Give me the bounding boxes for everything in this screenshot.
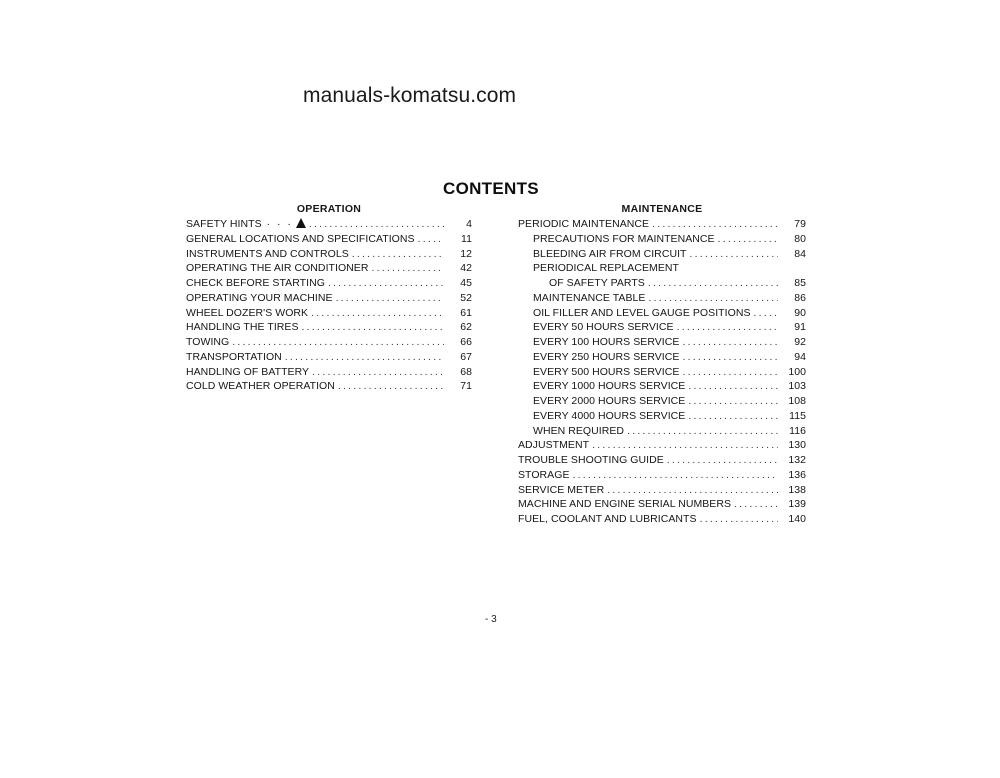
toc-entry-page: 132: [788, 454, 806, 466]
toc-entry-page: 4: [466, 218, 472, 230]
toc-entry-label: PRECAUTIONS FOR MAINTENANCE: [533, 232, 715, 245]
warning-triangle-icon: [296, 218, 306, 228]
toc-entry-label: CHECK BEFORE STARTING: [186, 277, 325, 289]
toc-entry-label: TOWING: [186, 336, 230, 348]
toc-entry-page: 71: [460, 380, 472, 393]
leader-dots: [682, 365, 778, 380]
toc-entry-page: 62: [460, 321, 472, 334]
toc-entry-page: 80: [794, 232, 806, 245]
leader-dots: [667, 453, 778, 468]
leader-dots: [328, 276, 444, 291]
toc-entry[interactable]: [186, 335, 472, 350]
toc-entry[interactable]: [518, 453, 806, 468]
toc-entry-page: 79: [794, 218, 806, 230]
leader-dots: [302, 320, 444, 335]
toc-entry[interactable]: [518, 409, 806, 424]
leader-dots: [700, 512, 778, 527]
toc-entry[interactable]: [186, 247, 472, 262]
leader-dots: [607, 483, 778, 498]
leader-dots: [309, 217, 444, 232]
leader-dots: [754, 306, 778, 321]
toc-entry-label: EVERY 4000 HOURS SERVICE: [533, 409, 686, 422]
leader-dots: [648, 291, 778, 306]
toc-entry[interactable]: [186, 232, 472, 247]
toc-entry[interactable]: [518, 497, 806, 512]
toc-entry[interactable]: [518, 365, 806, 380]
toc-entry-page: 136: [788, 468, 806, 481]
toc-entry-label: TROUBLE SHOOTING GUIDE: [518, 454, 664, 466]
toc-entry[interactable]: [518, 232, 806, 247]
toc-entry-page: 42: [460, 262, 472, 275]
toc-entry-label: INSTRUMENTS AND CONTROLS: [186, 247, 349, 260]
leader-dots: [372, 261, 445, 276]
leader-dots: [336, 291, 444, 306]
toc-entry-page: 108: [788, 395, 806, 407]
toc-entry-page: 85: [794, 277, 806, 289]
leader-dots: [718, 232, 778, 247]
leader-dots: [682, 335, 778, 350]
toc-entry[interactable]: [186, 379, 472, 394]
toc-entry-page: 140: [788, 513, 806, 525]
toc-entry[interactable]: [186, 365, 472, 380]
toc-entry-page: 52: [460, 291, 472, 304]
leader-dots: [677, 320, 778, 335]
toc-entry-label: MACHINE AND ENGINE SERIAL NUMBERS: [518, 498, 732, 511]
leader-dots: [682, 350, 778, 365]
toc-entry[interactable]: [518, 306, 806, 321]
toc-entry-label: MAINTENANCE TABLE: [533, 291, 646, 304]
toc-entry[interactable]: [186, 350, 472, 365]
toc-entry-label: EVERY 500 HOURS SERVICE: [533, 365, 680, 378]
toc-entry[interactable]: [186, 306, 472, 321]
toc-entry-page: 66: [460, 336, 472, 348]
watermark-link[interactable]: manuals-komatsu.com: [303, 84, 517, 107]
toc-entry-page: 86: [794, 291, 806, 304]
toc-entry[interactable]: [518, 335, 806, 350]
toc-entry-page: 115: [789, 409, 806, 422]
leader-dots: [338, 379, 444, 394]
toc-entry[interactable]: [518, 394, 806, 409]
toc-entry-label: EVERY 2000 HOURS SERVICE: [533, 395, 686, 407]
toc-entry-page: 91: [794, 321, 806, 334]
toc-entry-label: SERVICE METER: [518, 483, 605, 496]
toc-entry[interactable]: [518, 483, 806, 498]
toc-entry-label: HANDLING OF BATTERY: [186, 365, 310, 378]
toc-entry-page: 12: [460, 247, 472, 260]
leader-dots: [285, 350, 444, 365]
toc-entry-page: 139: [788, 498, 806, 511]
toc-entry-page: 90: [794, 306, 806, 319]
toc-entry-label: PERIODIC MAINTENANCE: [518, 218, 650, 230]
toc-entry-label: GENERAL LOCATIONS AND SPECIFICATIONS: [186, 232, 415, 245]
toc-entry[interactable]: [518, 350, 806, 365]
leader-dots: [311, 306, 444, 321]
leader-dots: [627, 424, 778, 439]
toc-entry[interactable]: [518, 320, 806, 335]
toc-entry-label: TRANSPORTATION: [186, 350, 282, 363]
toc-entry[interactable]: [518, 217, 806, 232]
leader-dots: [690, 247, 778, 262]
toc-entry-label: EVERY 100 HOURS SERVICE: [533, 336, 680, 348]
leader-dots: [734, 497, 778, 512]
toc-entry[interactable]: [186, 276, 472, 291]
leader-dots: [648, 276, 778, 291]
toc-entry-page: 116: [789, 424, 806, 437]
leader-dots: [688, 409, 778, 424]
toc-entry-page: 61: [460, 306, 472, 319]
toc-entry-page: 94: [794, 350, 806, 363]
toc-entry[interactable]: [518, 468, 806, 483]
maintenance-column: [518, 203, 806, 527]
leader-dots: [232, 335, 444, 350]
toc-entry-label: EVERY 250 HOURS SERVICE: [533, 350, 680, 363]
toc-entry-page: 67: [460, 350, 472, 363]
leader-dots: [573, 468, 778, 483]
toc-entry-page: 130: [788, 439, 806, 452]
toc-entry-label: OF SAFETY PARTS: [549, 277, 645, 289]
toc-entry-page: 45: [460, 277, 472, 289]
toc-entry[interactable]: [518, 424, 806, 439]
page-title: CONTENTS: [443, 179, 539, 198]
toc-entry-label: WHEN REQUIRED: [533, 424, 625, 437]
toc-entry-page: 68: [460, 365, 472, 378]
leader-dots: [652, 217, 778, 232]
toc-entry[interactable]: [518, 276, 806, 291]
leader-dots: [352, 247, 444, 262]
toc-entry-page: 84: [794, 247, 806, 260]
toc-entry[interactable]: [186, 291, 472, 306]
page-number: - 3: [485, 614, 497, 625]
toc-entry-label: OPERATING THE AIR CONDITIONER: [186, 262, 369, 275]
toc-entry[interactable]: [518, 512, 806, 527]
toc-entry-page: 138: [788, 483, 806, 496]
toc-entry[interactable]: [186, 261, 472, 276]
toc-entry-label: ADJUSTMENT: [518, 439, 590, 452]
maintenance-heading: MAINTENANCE: [621, 203, 703, 215]
leader-dots: [592, 438, 778, 453]
operation-heading: OPERATION: [296, 203, 362, 215]
toc-entry[interactable]: [518, 247, 806, 262]
toc-entry-page: 92: [794, 336, 806, 348]
toc-entry-label: WHEEL DOZER'S WORK: [186, 306, 309, 319]
toc-entry-safety-hints[interactable]: [186, 217, 472, 232]
toc-entry[interactable]: [518, 261, 806, 276]
toc-entry-label: FUEL, COOLANT AND LUBRICANTS: [518, 513, 697, 525]
toc-entry-label: HANDLING THE TIRES: [186, 321, 299, 334]
operation-column: [186, 203, 472, 394]
toc-entry-label: PERIODICAL REPLACEMENT: [533, 262, 679, 275]
toc-entry-label: EVERY 50 HOURS SERVICE: [533, 321, 674, 334]
toc-entry-page: 103: [788, 380, 806, 393]
leader-dots: [688, 379, 778, 394]
toc-entry-label: EVERY 1000 HOURS SERVICE: [533, 380, 686, 393]
leader-dots: [688, 394, 778, 409]
toc-entry[interactable]: [518, 291, 806, 306]
toc-entry-label: BLEEDING AIR FROM CIRCUIT: [533, 247, 687, 260]
leader-dots: [418, 232, 444, 247]
toc-entry-page: 100: [788, 365, 806, 378]
toc-entry-label: STORAGE: [518, 468, 570, 481]
toc-entry-label: OPERATING YOUR MACHINE: [186, 291, 333, 304]
toc-entry-label: OIL FILLER AND LEVEL GAUGE POSITIONS: [533, 306, 751, 319]
toc-entry[interactable]: [518, 438, 806, 453]
toc-entry-label: SAFETY HINTS · · ·: [186, 217, 306, 232]
toc-entry[interactable]: [518, 379, 806, 394]
toc-entry-label: COLD WEATHER OPERATION: [186, 380, 335, 393]
toc-entry[interactable]: [186, 320, 472, 335]
toc-entry-page: 11: [461, 232, 472, 245]
leader-dots: [312, 365, 444, 380]
